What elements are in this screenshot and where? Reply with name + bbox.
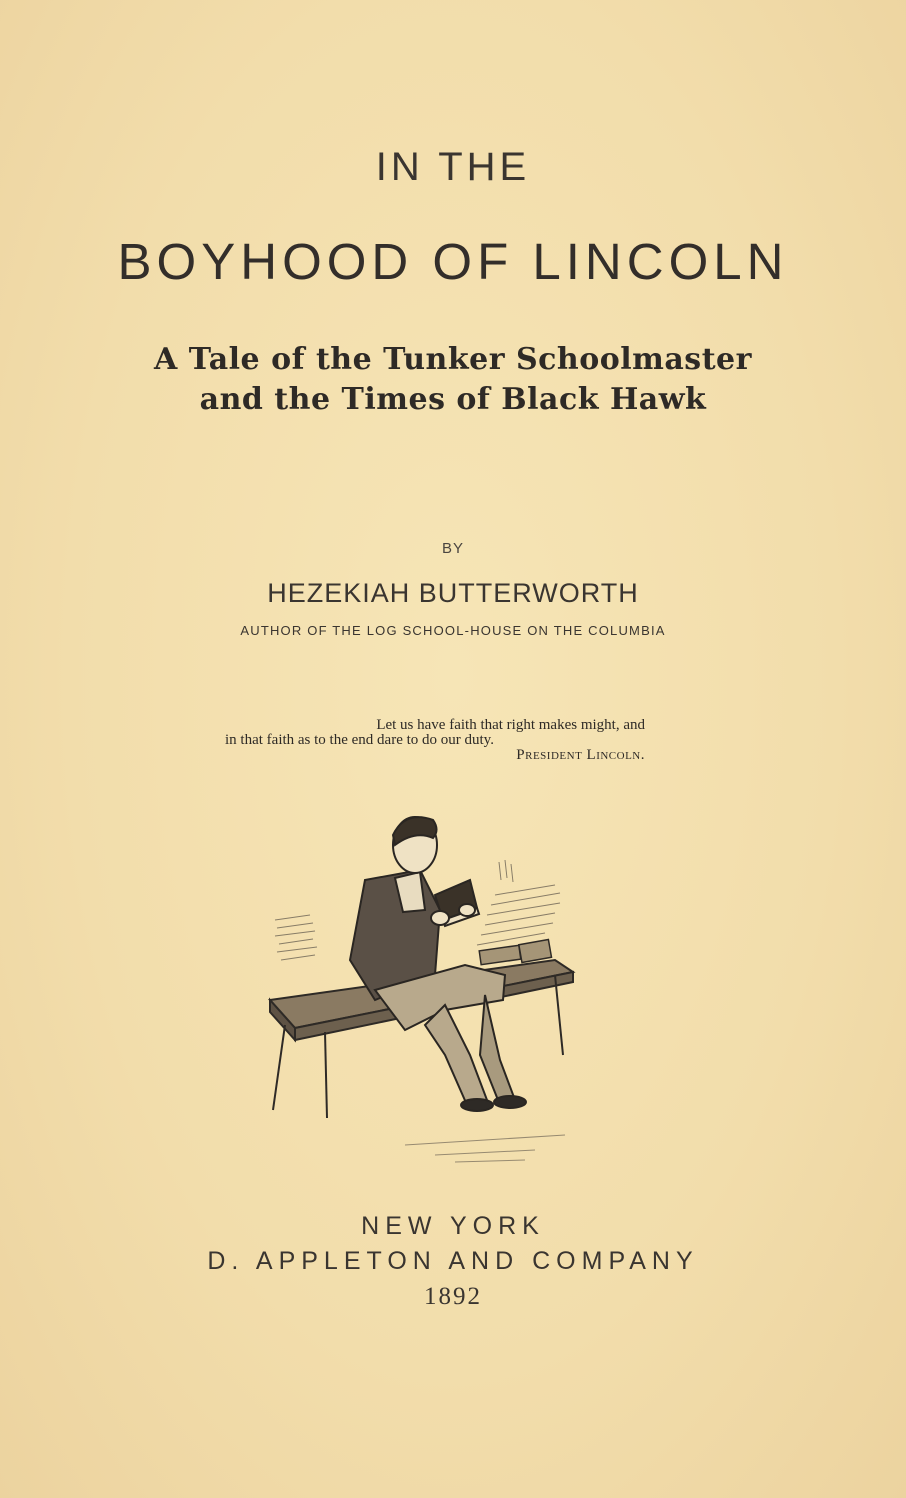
boy-reading-illustration [255,800,585,1180]
epigraph-line-2: in that faith as to the end dare to do our duty. [225,732,494,748]
publisher-name: D. APPLETON AND COMPANY [207,1247,699,1275]
author-credit: AUTHOR OF THE LOG SCHOOL-HOUSE ON THE COLUMBIA [240,623,666,638]
subtitle-line-1: A Tale of the Tunker Schoolmaster [154,342,752,377]
author-name: HEZEKIAH BUTTERWORTH [267,578,639,608]
title-line-1: IN THE [375,145,531,189]
by-label: BY [441,540,464,557]
subtitle-line-2: and the Times of Black Hawk [199,382,707,417]
epigraph-attribution: President Lincoln. [516,747,645,763]
epigraph [225,718,645,763]
publication-year: 1892 [424,1283,482,1310]
epigraph-line-1: Let us have faith that right makes might, and [376,717,645,733]
title-line-2: BOYHOOD OF LINCOLN [117,233,789,290]
publisher-city: NEW YORK [361,1212,545,1240]
